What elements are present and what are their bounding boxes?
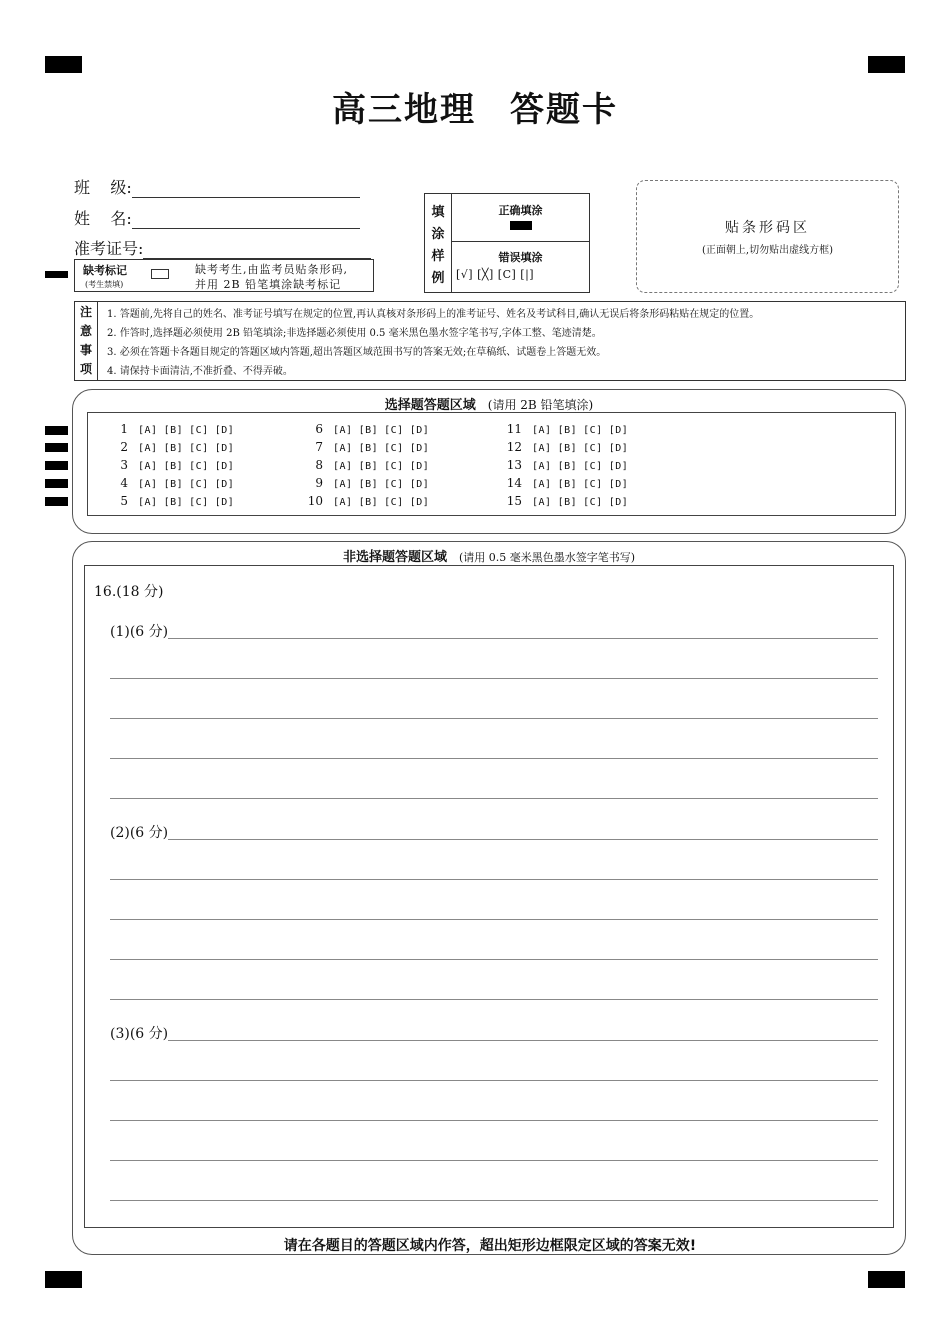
mcq-option-bubble[interactable]: [B] [557,443,578,454]
id-input-line[interactable] [143,243,371,259]
class-label: 班 级: [74,178,132,197]
mcq-option-bubble[interactable]: [A] [138,497,158,508]
mcq-option-bubble[interactable]: [B] [557,461,578,472]
mcq-question-number: 12 [506,440,522,454]
mcq-option-bubble[interactable]: [D] [214,425,235,436]
mcq-option-bubble[interactable]: [A] [532,497,552,508]
mcq-option-bubble[interactable]: [B] [557,425,578,436]
mcq-option-bubble[interactable]: [C] [189,443,209,454]
id-label: 准考证号: [74,239,144,258]
mcq-option-bubble[interactable]: [D] [608,497,629,508]
answer-line[interactable] [110,718,878,719]
answer-line[interactable] [110,879,878,880]
registration-mark-bottom-left [45,1271,82,1288]
mcq-option-bubble[interactable]: [A] [138,461,158,472]
mcq-option-bubble[interactable]: [C] [583,497,603,508]
mcq-option-bubble[interactable]: [A] [532,425,552,436]
mcq-option-bubble[interactable]: [D] [409,479,430,490]
registration-mark-bottom-right [868,1271,905,1288]
mcq-option-bubble[interactable]: [C] [189,425,209,436]
correct-fill-example [510,221,532,230]
mcq-option-bubble[interactable]: [A] [138,425,158,436]
mcq-question [108,422,234,436]
barcode-title: 贴条形码区 [725,220,810,236]
registration-mark-top-left [45,56,82,73]
answer-line[interactable] [110,638,878,639]
timing-mark [45,443,68,452]
fill-sample-char: 填 [431,205,445,220]
mcq-question [502,494,628,508]
mcq-option-bubble[interactable]: [B] [163,497,184,508]
notes-heading-char: 项 [79,362,92,376]
title-card: 答题卡 [510,90,618,130]
absent-desc-line2: 并用 2B 铅笔填涂缺考标记 [195,278,342,291]
barcode-hint: (正面朝上,切勿贴出虚线方框) [702,245,833,256]
mcq-question [502,440,628,454]
fill-sample-char: 样 [431,249,445,264]
absent-mark-box [74,259,374,292]
mcq-option-bubble[interactable]: [A] [333,461,353,472]
timing-mark [45,461,68,470]
free-answer-area [84,565,894,1228]
mcq-option-bubble[interactable]: [D] [214,479,235,490]
absent-checkbox[interactable] [151,269,169,279]
absent-desc-line1: 缺考考生,由监考员贴条形码, [195,263,348,276]
mcq-option-bubble[interactable]: [B] [163,443,184,454]
mcq-option-bubble[interactable]: [D] [214,443,235,454]
mcq-question-number: 11 [506,422,522,436]
mcq-option-bubble[interactable]: [A] [333,425,353,436]
mcq-option-bubble[interactable]: [D] [608,479,629,490]
free-section-title [72,546,906,565]
title-subject: 高三地理 [332,90,476,130]
answer-line[interactable] [110,959,878,960]
free-subtitle: (请用 0.5 毫米黑色墨水签字笔书写) [458,551,636,564]
answer-line[interactable] [110,1040,878,1041]
mcq-option-bubble[interactable]: [C] [384,497,404,508]
name-label: 姓 名: [74,209,132,228]
mcq-option-bubble[interactable]: [D] [409,497,430,508]
mcq-option-bubble[interactable]: [A] [333,443,353,454]
mcq-question-number: 4 [120,476,128,490]
answer-line[interactable] [110,1160,878,1161]
class-field [74,175,360,198]
name-input-line[interactable] [132,213,360,229]
mcq-question-number: 6 [315,422,323,436]
name-field [74,206,360,229]
divider [452,241,589,242]
mcq-option-bubble[interactable]: [C] [189,479,209,490]
mcq-question-number: 5 [120,494,128,508]
answer-line[interactable] [110,678,878,679]
mcq-option-bubble[interactable]: [C] [583,479,603,490]
mcq-option-bubble[interactable]: [D] [409,443,430,454]
answer-line[interactable] [110,1120,878,1121]
registration-mark-top-right [868,56,905,73]
timing-mark [45,426,68,435]
footer-warning: 请在各题目的答题区域内作答，超出矩形边框限定区域的答案无效! [283,1238,697,1254]
mcq-question [108,494,234,508]
mcq-question [303,422,429,436]
question-16-label: 16.(18 分) [94,581,163,601]
notes-item: 1. 答题前,先将自己的姓名、准考证号填写在规定的位置,再认真核对条形码上的准考证号、姓名及考试科目,确认无误后将条形码粘贴在规定的位置。 [107,309,760,320]
mcq-option-bubble[interactable]: [C] [583,461,603,472]
mcq-option-bubble[interactable]: [C] [384,461,404,472]
mcq-option-bubble[interactable]: [C] [189,461,209,472]
mcq-question-number: 8 [315,458,323,472]
mcq-option-bubble[interactable]: [B] [358,497,379,508]
mcq-option-bubble[interactable]: [B] [358,479,379,490]
mcq-section-title [72,394,906,413]
mcq-option-bubble[interactable]: [D] [608,425,629,436]
mcq-title: 选择题答题区域 [384,398,476,413]
timing-mark [45,497,68,506]
mcq-question [502,422,628,436]
notes-item: 4. 请保持卡面清洁,不准折叠、不得弄破。 [107,366,293,377]
mcq-option-bubble[interactable]: [A] [333,479,353,490]
mcq-option-bubble[interactable]: [D] [214,461,235,472]
free-title: 非选择题答题区域 [342,550,447,565]
notes-item: 2. 作答时,选择题必须使用 2B 铅笔填涂;非选择题必须使用 0.5 毫米黑色墨水签字笔书写,字体工整、笔迹清楚。 [107,328,602,339]
mcq-option-bubble[interactable]: [D] [214,497,235,508]
mcq-option-bubble[interactable]: [C] [384,425,404,436]
absent-label: 缺考标记 [83,264,127,277]
mcq-option-bubble[interactable]: [B] [163,479,184,490]
mcq-question-number: 9 [315,476,323,490]
fill-sample-char: 涂 [431,227,445,242]
mcq-option-bubble[interactable]: [A] [138,443,158,454]
answer-line[interactable] [110,1200,878,1201]
part-label: (1)(6 分) [110,621,168,641]
mcq-option-bubble[interactable]: [A] [532,461,552,472]
mcq-question-number: 14 [506,476,522,490]
answer-line[interactable] [110,798,878,799]
class-input-line[interactable] [132,182,360,198]
mcq-question-number: 15 [506,494,522,508]
mcq-option-bubble[interactable]: [D] [409,425,430,436]
mcq-option-bubble[interactable]: [B] [163,461,184,472]
mcq-option-bubble[interactable]: [C] [583,425,603,436]
mcq-question [303,458,429,472]
page-title [0,82,950,131]
timing-mark [45,479,68,488]
mcq-question-number: 7 [315,440,323,454]
part-label: (2)(6 分) [110,822,168,842]
mcq-question [303,476,429,490]
mcq-question-number: 3 [120,458,128,472]
mcq-option-bubble[interactable]: [C] [384,479,404,490]
barcode-area [636,180,899,293]
mcq-subtitle: (请用 2B 铅笔填涂) [487,398,594,412]
mcq-option-bubble[interactable]: [D] [608,443,629,454]
notes-heading [75,302,98,380]
mcq-question-number: 13 [506,458,522,472]
mcq-option-bubble[interactable]: [A] [532,479,552,490]
fill-sample-heading [425,194,452,292]
mcq-option-bubble[interactable]: [C] [583,443,603,454]
absent-note: (考生禁填) [85,280,124,289]
mcq-question [303,494,429,508]
mcq-option-bubble[interactable]: [B] [358,425,379,436]
mcq-question-number: 10 [307,494,323,508]
mcq-option-bubble[interactable]: [D] [409,461,430,472]
mcq-question [502,458,628,472]
mcq-option-bubble[interactable]: [A] [333,497,353,508]
mcq-option-bubble[interactable]: [C] [384,443,404,454]
wrong-fill-label: 错误填涂 [498,251,543,264]
mcq-option-bubble[interactable]: [C] [189,497,209,508]
mcq-question [303,440,429,454]
answer-line[interactable] [110,758,878,759]
notes-heading-char: 意 [79,324,92,338]
mcq-question [502,476,628,490]
mcq-option-bubble[interactable]: [B] [557,479,578,490]
answer-line[interactable] [110,1080,878,1081]
answer-line[interactable] [110,919,878,920]
wrong-fill-examples: [√] [╳] [C] [|] [456,268,535,281]
mcq-option-bubble[interactable]: [D] [608,461,629,472]
correct-fill-label: 正确填涂 [498,204,543,217]
part-label: (3)(6 分) [110,1023,168,1043]
fill-sample-char: 例 [431,271,445,286]
timing-mark [45,271,68,278]
id-field [74,236,371,259]
mcq-option-bubble[interactable]: [A] [532,443,552,454]
mcq-question [108,458,234,472]
mcq-option-bubble[interactable]: [B] [358,461,379,472]
notes-heading-char: 事 [79,343,92,357]
mcq-question [108,476,234,490]
mcq-question [108,440,234,454]
mcq-option-bubble[interactable]: [B] [557,497,578,508]
mcq-option-bubble[interactable]: [B] [358,443,379,454]
notes-item: 3. 必须在答题卡各题目规定的答题区域内答题,超出答题区域范围书写的答案无效;在草稿纸、试题卷上答题无效。 [107,347,607,358]
mcq-option-bubble[interactable]: [A] [138,479,158,490]
answer-line[interactable] [110,839,878,840]
mcq-question-number: 2 [120,440,128,454]
fill-sample-box [424,193,590,293]
mcq-option-bubble[interactable]: [B] [163,425,184,436]
notes-box [74,301,906,381]
notes-heading-char: 注 [79,305,92,319]
answer-line[interactable] [110,999,878,1000]
mcq-question-number: 1 [120,422,128,436]
